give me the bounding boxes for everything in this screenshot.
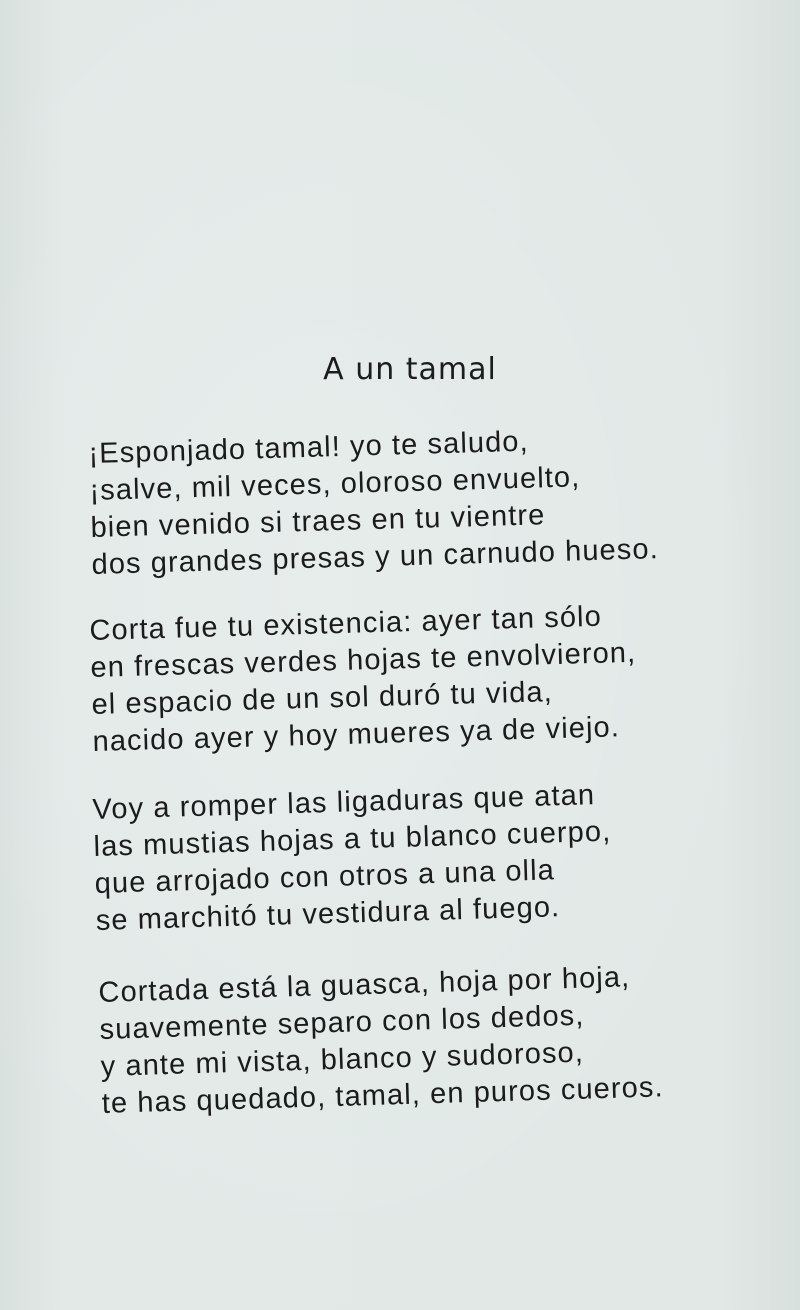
poem-title: A un tamal bbox=[323, 352, 497, 387]
verse-line: bien venido si traes en tu vientre bbox=[90, 499, 546, 544]
verse-line: el espacio de un sol duró tu vida, bbox=[91, 676, 554, 721]
verse-line: que arrojado con otros a una olla bbox=[94, 854, 556, 900]
verse-line: se marchitó tu vestidura al fuego. bbox=[95, 891, 561, 937]
verse-line: y ante mi vista, blanco y sudoroso, bbox=[100, 1036, 585, 1083]
stanza bbox=[89, 595, 753, 761]
verse-line: suavemente separo con los dedos, bbox=[99, 999, 585, 1046]
verse-line: nacido ayer y hoy mueres ya de viejo. bbox=[92, 711, 621, 758]
verse-line: en frescas verdes hojas te envolvieron, bbox=[90, 636, 637, 684]
verse-line: te has quedado, tamal, en puros cueros. bbox=[101, 1071, 665, 1120]
verse-line: Cortada está la guasca, hoja por hoja, bbox=[98, 961, 631, 1009]
verse-line: ¡salve, mil veces, oloroso envuelto, bbox=[89, 461, 581, 507]
verse-line: las mustias hojas a tu blanco cuerpo, bbox=[93, 815, 612, 863]
verse-line: ¡Esponjado tamal! yo te saludo, bbox=[88, 425, 530, 470]
verse-line: Voy a romper las ligaduras que atan bbox=[92, 779, 596, 826]
stanza bbox=[92, 772, 756, 940]
verse-line: dos grandes presas y un carnudo hueso. bbox=[91, 533, 660, 581]
stanza bbox=[98, 955, 762, 1123]
verse-line: Corta fue tu existencia: ayer tan sólo bbox=[89, 600, 603, 647]
stanza bbox=[88, 418, 752, 584]
